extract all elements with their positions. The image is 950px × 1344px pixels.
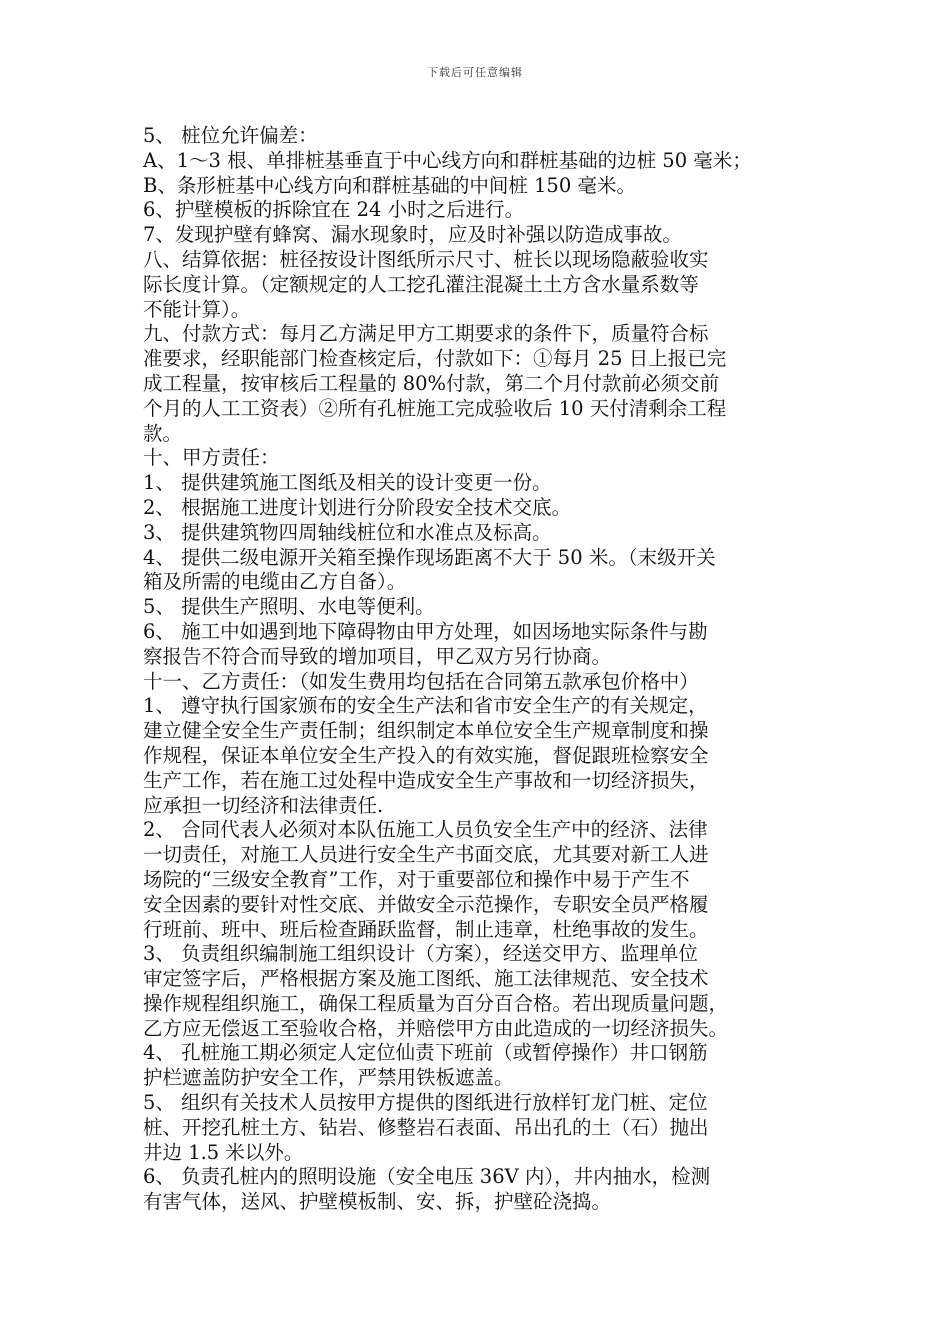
text-line: 5、 组织有关技术人员按甲方提供的图纸进行放样钉龙门桩、定位 bbox=[143, 1091, 708, 1115]
text-line: 九、付款方式：每月乙方满足甲方工期要求的条件下，质量符合标 bbox=[143, 322, 709, 346]
text-line: 察报告不符合而导致的增加项目，甲乙双方另行协商。 bbox=[143, 644, 612, 668]
text-line: 款。 bbox=[143, 421, 183, 445]
document-body bbox=[143, 124, 813, 1215]
text-line: 4、 孔桩施工期必须定人定位仙责下班前（或暂停操作）井口钢筋 bbox=[143, 1041, 708, 1065]
text-line: A、1～3 根、单排桩基垂直于中心线方向和群桩基础的边桩 50 毫米； bbox=[143, 148, 752, 172]
text-line: 乙方应无偿返工至验收合格，并赔偿甲方由此造成的一切经济损失。 bbox=[143, 1016, 729, 1040]
text-line: 2、 根据施工进度计划进行分阶段安全技术交底。 bbox=[143, 495, 572, 519]
text-line: 行班前、班中、班后检查踊跃监督，制止违章，杜绝事故的发生。 bbox=[143, 917, 709, 941]
text-line: 6、 施工中如遇到地下障碍物由甲方处理，如因场地实际条件与勘 bbox=[143, 619, 708, 643]
text-line: 5、 桩位允许偏差： bbox=[143, 124, 318, 147]
text-line: 3、 提供建筑物四周轴线桩位和水准点及标高。 bbox=[143, 520, 552, 544]
text-line: B、条形桩基中心线方向和群桩基础的中间桩 150 毫米。 bbox=[143, 173, 636, 197]
text-line: 6、护壁模板的拆除宜在 24 小时之后进行。 bbox=[143, 198, 525, 222]
text-line: 成工程量，按审核后工程量的 80%付款，第二个月付款前必须交前 bbox=[143, 371, 720, 395]
text-line: 护栏遮盖防护安全工作，严禁用铁板遮盖。 bbox=[143, 1066, 514, 1090]
text-line: 有害气体，送风、护壁模板制、安、拆，护壁砼浇捣。 bbox=[143, 1190, 612, 1214]
text-line: 5、 提供生产照明、水电等便利。 bbox=[143, 595, 435, 619]
text-line: 十、甲方责任： bbox=[143, 446, 280, 470]
text-line: 作规程，保证本单位安全生产投入的有效实施，督促跟班检察安全 bbox=[143, 743, 709, 767]
text-line: 不能计算）。 bbox=[143, 297, 251, 321]
text-line: 1、 遵守执行国家颁布的安全生产法和省市安全生产的有关规定， bbox=[143, 694, 708, 718]
text-line: 操作规程组织施工，确保工程质量为百分百合格。若出现质量问题， bbox=[143, 991, 729, 1015]
text-line: 6、 负责孔桩内的照明设施（安全电压 36V 内），井内抽水，检测 bbox=[143, 1165, 711, 1189]
text-line: 3、 负责组织编制施工组织设计（方案），经送交甲方、监理单位 bbox=[143, 942, 698, 966]
page-header: 下载后可任意编辑 bbox=[427, 66, 523, 79]
text-line: 审定签字后，严格根据方案及施工图纸、施工法律规范、安全技术 bbox=[143, 967, 709, 991]
text-line: 十一、乙方责任：（如发生费用均包括在合同第五款承包价格中） bbox=[143, 669, 699, 693]
text-line: 1、 提供建筑施工图纸及相关的设计变更一份。 bbox=[143, 471, 552, 495]
text-line: 际长度计算。（定额规定的人工挖孔灌注混凝土土方含水量系数等 bbox=[143, 272, 699, 296]
text-line: 应承担一切经济和法律责任. bbox=[143, 793, 384, 817]
text-line: 准要求，经职能部门检查核定后，付款如下：①每月 25 日上报已完 bbox=[143, 347, 727, 371]
text-line: 7、发现护壁有蜂窝、漏水现象时，应及时补强以防造成事故。 bbox=[143, 223, 682, 247]
text-line: 箱及所需的电缆由乙方自备）。 bbox=[143, 570, 407, 594]
text-line: 建立健全安全生产责任制；组织制定本单位安全生产规章制度和操 bbox=[143, 719, 709, 743]
text-line: 个月的人工工资表）②所有孔桩施工完成验收后 10 天付清剩余工程 bbox=[143, 396, 727, 420]
text-line: 生产工作，若在施工过处程中造成安全生产事故和一切经济损失， bbox=[143, 768, 709, 792]
text-line: 八、结算依据：桩径按设计图纸所示尺寸、桩长以现场隐蔽验收实 bbox=[143, 247, 709, 271]
text-line: 井边 1.5 米以外。 bbox=[143, 1140, 304, 1164]
text-line: 一切责任，对施工人员进行安全生产书面交底，尤其要对新工人进 bbox=[143, 843, 709, 867]
text-line: 场院的“三级安全教育”工作，对于重要部位和操作中易于产生不 bbox=[143, 867, 690, 891]
text-line: 桩、开挖孔桩土方、钻岩、修整岩石表面、吊出孔的土（石）抛出 bbox=[143, 1115, 709, 1139]
text-line: 安全因素的要针对性交底、并做安全示范操作，专职安全员严格履 bbox=[143, 892, 709, 916]
text-line: 4、 提供二级电源开关箱至操作现场距离不大于 50 米。（末级开关 bbox=[143, 545, 716, 569]
text-line: 2、 合同代表人必须对本队伍施工人员负安全生产中的经济、法律 bbox=[143, 818, 708, 842]
